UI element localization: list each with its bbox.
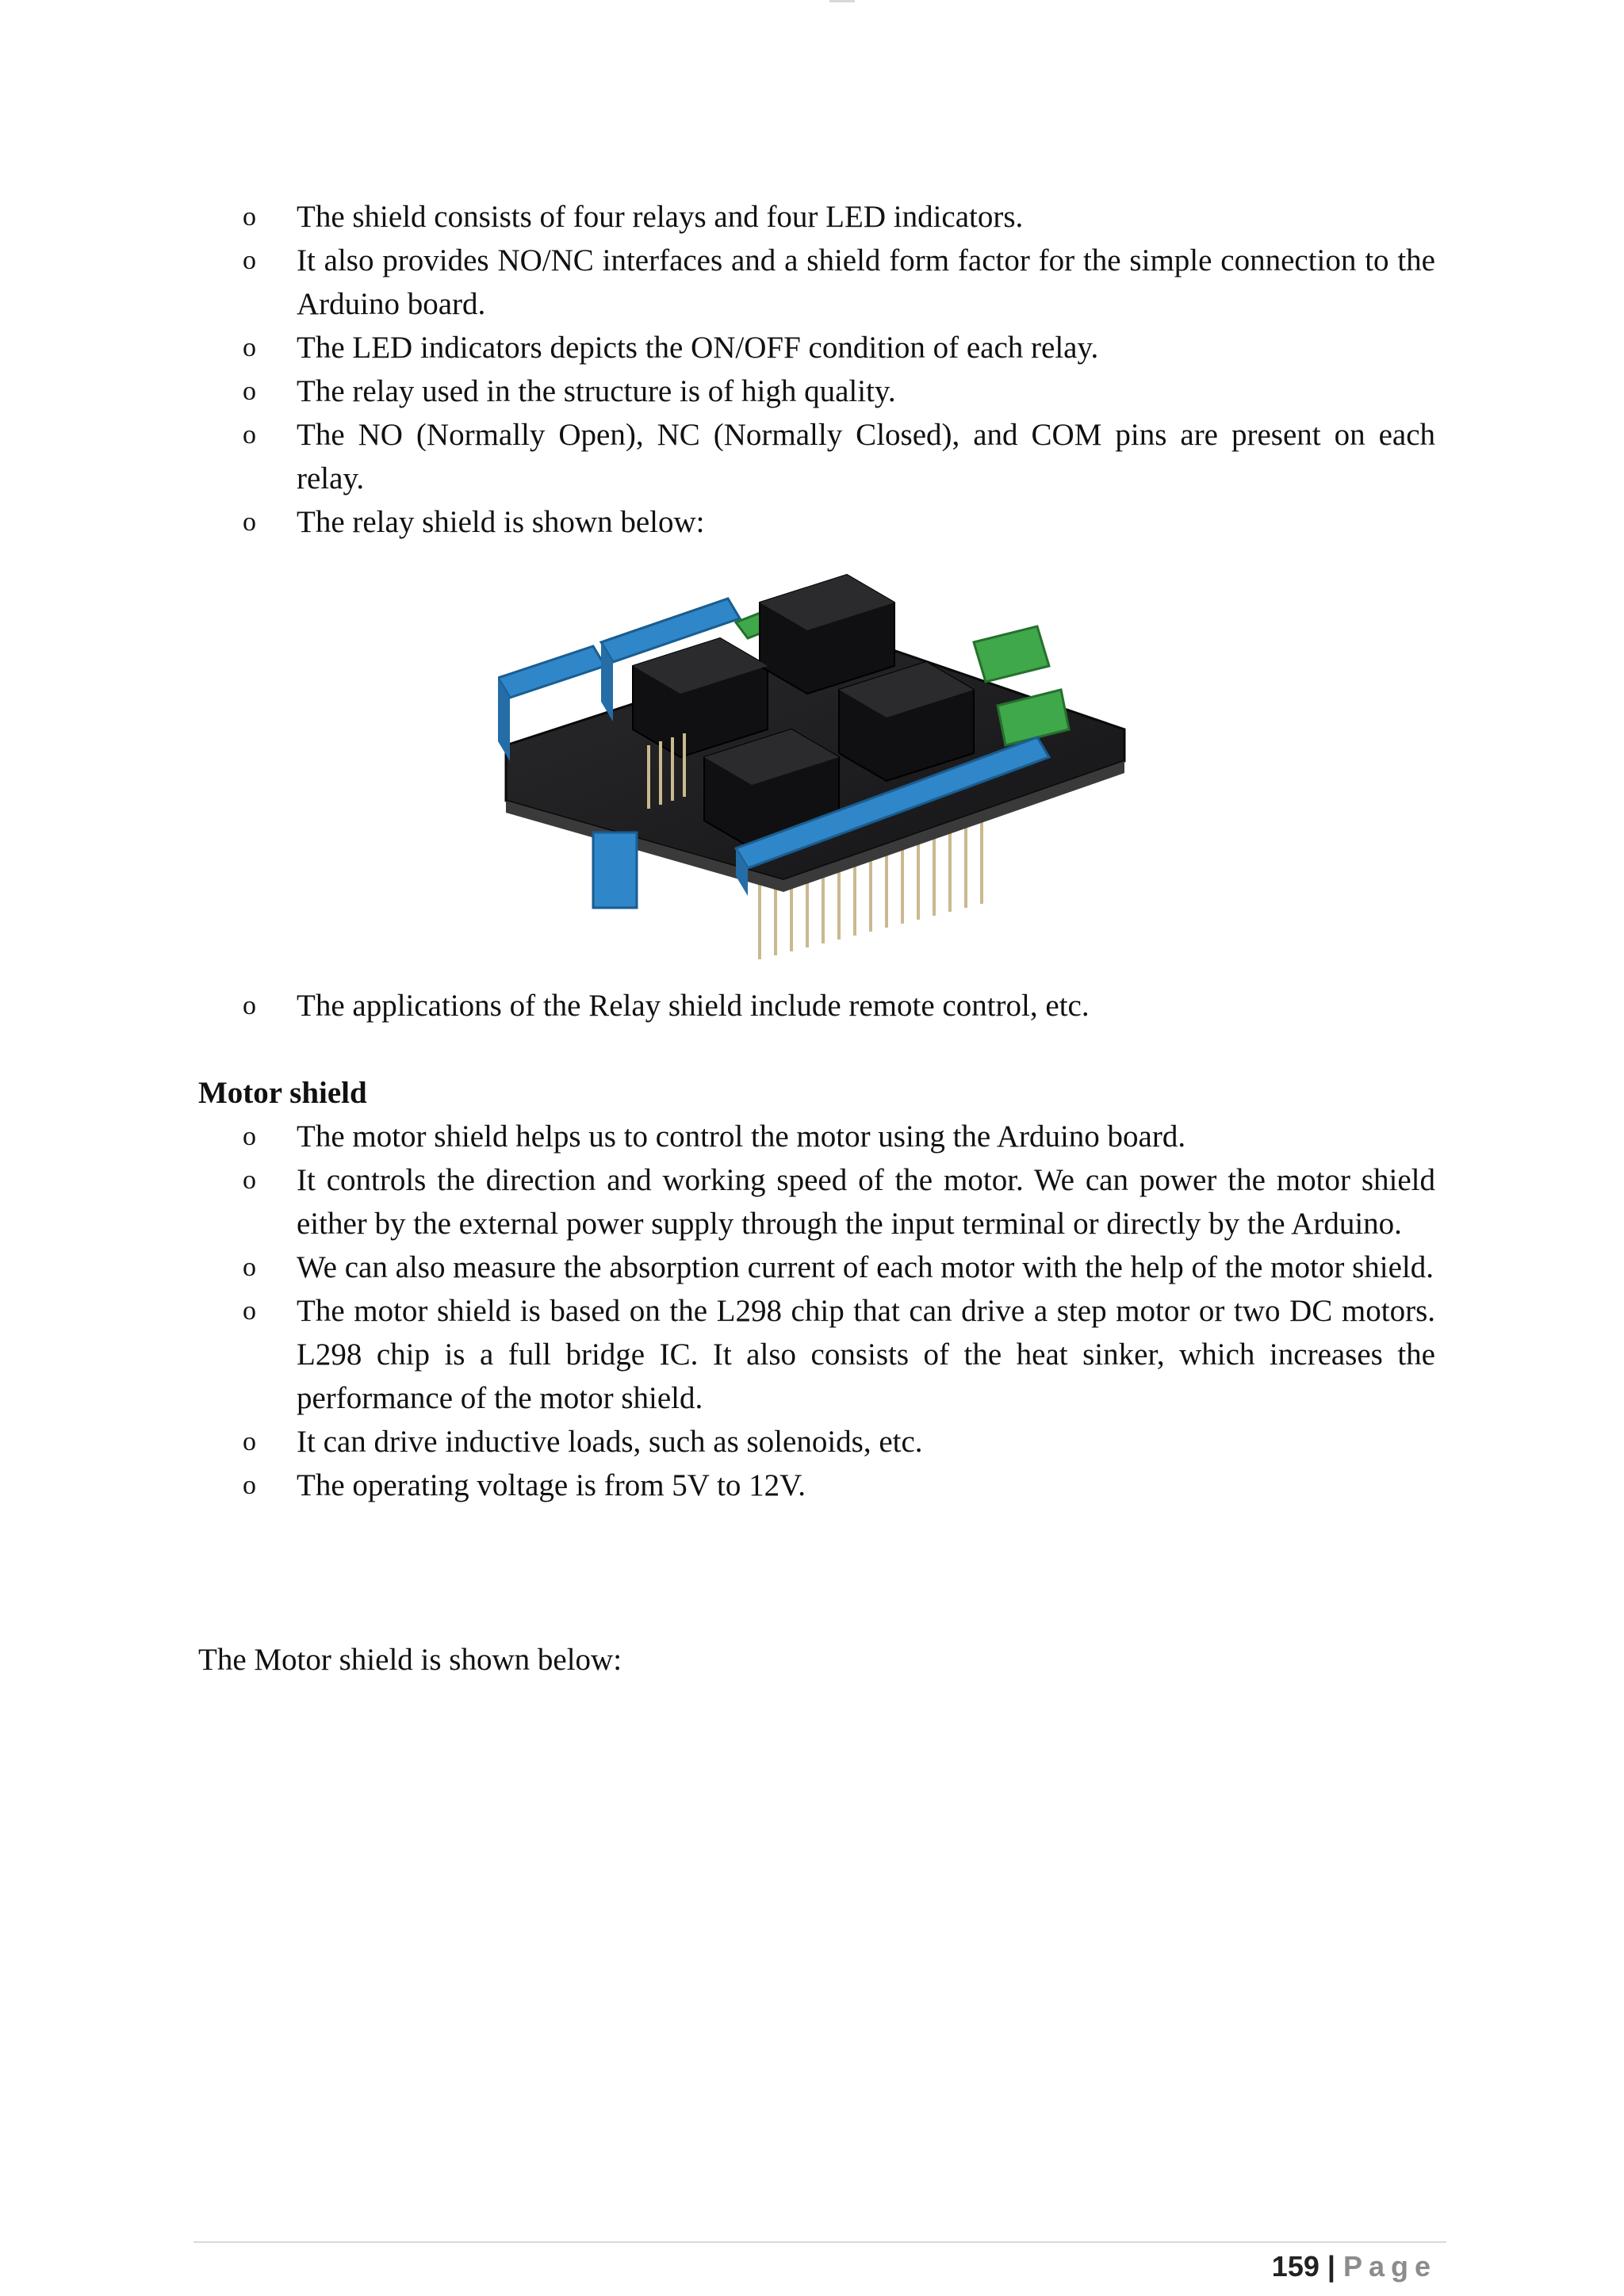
bullet: o	[243, 507, 256, 537]
bullet: o	[243, 333, 256, 362]
bullet: o	[243, 246, 256, 275]
motor-features-list	[243, 1115, 1435, 1507]
list-item: o The NO (Normally Open), NC (Normally Closed), and COM pins are present on each relay.	[243, 413, 1435, 500]
footer-separator: |	[1327, 2250, 1335, 2283]
page-label: Page	[1342, 2250, 1437, 2283]
bullet: o	[243, 1165, 256, 1195]
list-item: o The shield consists of four relays and four LED indicators.	[243, 195, 1435, 239]
bullet: o	[243, 1427, 256, 1456]
relay-features-list	[243, 195, 1435, 544]
bullet: o	[243, 1471, 256, 1500]
bullet: o	[243, 1253, 256, 1282]
bullet: o	[243, 1296, 256, 1326]
list-item: o It also provides NO/NC interfaces and a shield form factor for the simple connection to the Arduino board.	[243, 239, 1435, 326]
bullet: o	[243, 1122, 256, 1151]
list-item: o The LED indicators depicts the ON/OFF condition of each relay.	[243, 326, 1435, 369]
list-item: o The motor shield helps us to control the motor using the Arduino board.	[243, 1115, 1435, 1158]
section-heading: Motor shield	[198, 1076, 367, 1110]
list-item: o The operating voltage is from 5V to 12V.	[243, 1464, 1435, 1507]
page-number: 159	[1271, 2250, 1320, 2283]
bullet: o	[243, 377, 256, 406]
list-item: o The applications of the Relay shield include remote control, etc.	[243, 984, 1435, 1027]
bullet: o	[243, 420, 256, 450]
list-item: o We can also measure the absorption current of each motor with the help of the motor shield.	[243, 1246, 1435, 1289]
relay-applications-list	[243, 984, 1435, 1027]
list-item: o It controls the direction and working speed of the motor. We can power the motor shield either by the external power supply through the input terminal or directly by the Arduino.	[243, 1158, 1435, 1246]
relay-shield-image	[498, 547, 1132, 975]
motor-intro-paragraph: The Motor shield is shown below:	[198, 1643, 622, 1677]
bullet: o	[243, 991, 256, 1020]
page-footer	[1272, 2248, 1437, 2285]
list-item: o It can drive inductive loads, such as solenoids, etc.	[243, 1420, 1435, 1464]
list-item: o The relay shield is shown below:	[243, 500, 1435, 544]
page-top-mark	[829, 0, 855, 2]
bullet: o	[243, 202, 256, 232]
list-item: o The relay used in the structure is of high quality.	[243, 369, 1435, 413]
list-item: o The motor shield is based on the L298 chip that can drive a step motor or two DC motors. L298 chip is a full bridge IC. It also consists of the heat sinker, which increases the performance of the motor shield.	[243, 1289, 1435, 1420]
footer-divider	[193, 2241, 1446, 2243]
